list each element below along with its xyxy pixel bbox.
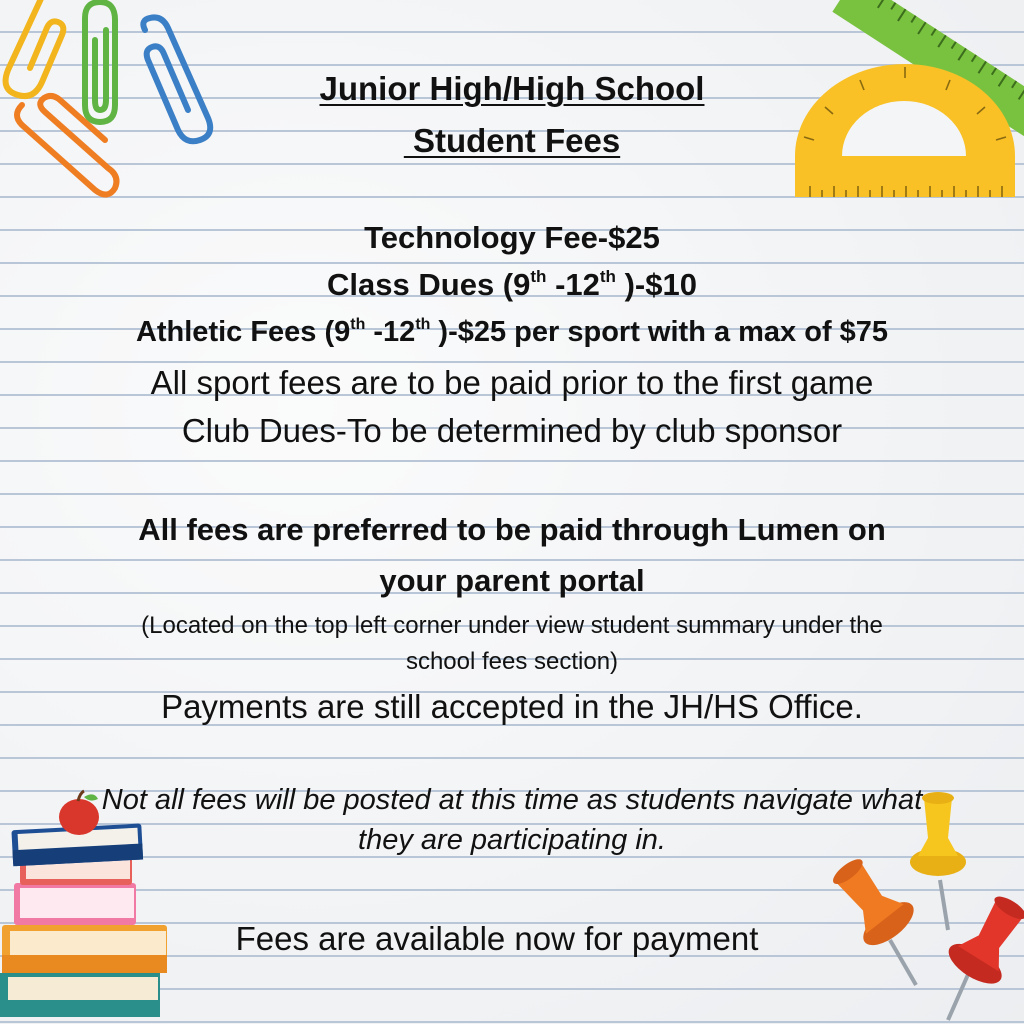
preferred-payment-line1: All fees are preferred to be paid through Lumen on: [138, 512, 886, 547]
class-dues-mid: -12: [546, 267, 600, 302]
athletic-fees-sup2: th: [415, 316, 431, 334]
class-dues-prefix: Class Dues (9: [327, 267, 531, 302]
page-title-line1: Junior High/High School: [319, 70, 705, 107]
athletic-fees: [0, 316, 1024, 349]
athletic-fees-sup1: th: [350, 316, 366, 334]
notice-line2: they are participating in.: [358, 824, 666, 856]
class-dues-sup2: th: [599, 267, 616, 287]
preferred-payment-line2: your parent portal: [379, 563, 645, 598]
class-dues-sup1: th: [530, 267, 547, 287]
sport-fees-note: All sport fees are to be paid prior to the first game: [150, 364, 874, 401]
portal-location-line1: (Located on the top left corner under view student summary under the: [141, 612, 883, 639]
page-title-line2: Student Fees: [403, 122, 621, 159]
notice-line1: Not all fees will be posted at this time as students navigate what: [101, 784, 923, 816]
athletic-fees-mid: -12: [365, 316, 416, 348]
club-dues: Club Dues-To be determined by club sponsor: [181, 412, 843, 449]
portal-location-line2: school fees section): [405, 648, 619, 675]
athletic-fees-prefix: Athletic Fees (9: [135, 316, 351, 348]
class-dues-suffix: )-$10: [615, 267, 697, 302]
technology-fee: Technology Fee-$25: [364, 220, 660, 255]
class-dues: [0, 267, 1024, 303]
office-payments: Payments are still accepted in the JH/HS Office.: [161, 688, 863, 725]
pushpin-icon: [820, 848, 921, 985]
athletic-fees-suffix: )-$25 per sport with a max of $75: [430, 316, 889, 348]
fees-available-footer: Fees are available now for payment: [235, 920, 759, 957]
